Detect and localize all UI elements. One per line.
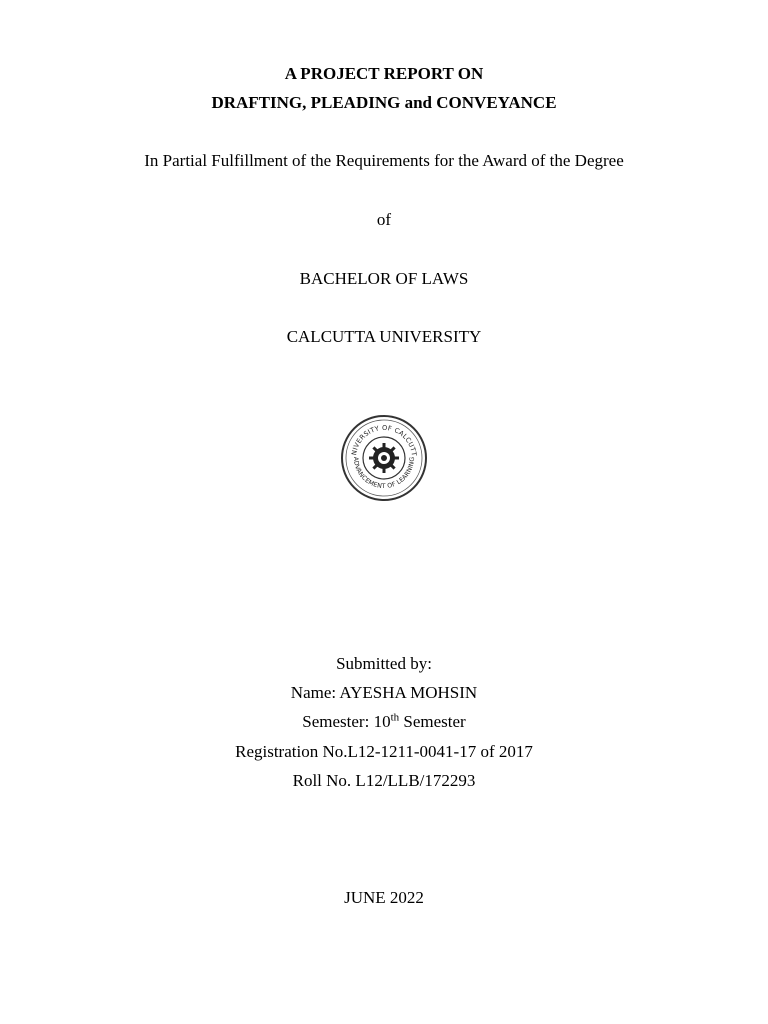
student-name: Name: AYESHA MOHSIN	[290, 683, 478, 702]
submitted-by-heading: Submitted by:	[336, 654, 432, 673]
seal-bottom-text: ADVANCEMENT OF LEARNING	[351, 456, 417, 491]
seal-top-text: NIVERSITY OF CALCUTT	[350, 423, 418, 457]
semester-line	[0, 712, 768, 732]
degree-purpose-text: In Partial Fulfillment of the Requirements for the Award of the Degree	[144, 151, 624, 170]
degree-name: BACHELOR OF LAWS	[299, 269, 469, 288]
university-seal-logo	[340, 414, 428, 502]
report-title-line-2: DRAFTING, PLEADING and CONVEYANCE	[211, 93, 557, 112]
roll-number: Roll No. L12/LLB/172293	[292, 771, 476, 790]
university-name: CALCUTTA UNIVERSITY	[286, 327, 482, 346]
semester-superscript: th	[390, 711, 400, 724]
of-text: of	[376, 210, 392, 229]
semester-suffix: Semester	[399, 712, 466, 731]
semester-prefix: Semester: 10	[302, 712, 391, 731]
submission-date: JUNE 2022	[344, 888, 424, 907]
report-title-line-1: A PROJECT REPORT ON	[284, 64, 484, 83]
registration-number: Registration No.L12-1211-0041-17 of 2017	[235, 742, 533, 761]
